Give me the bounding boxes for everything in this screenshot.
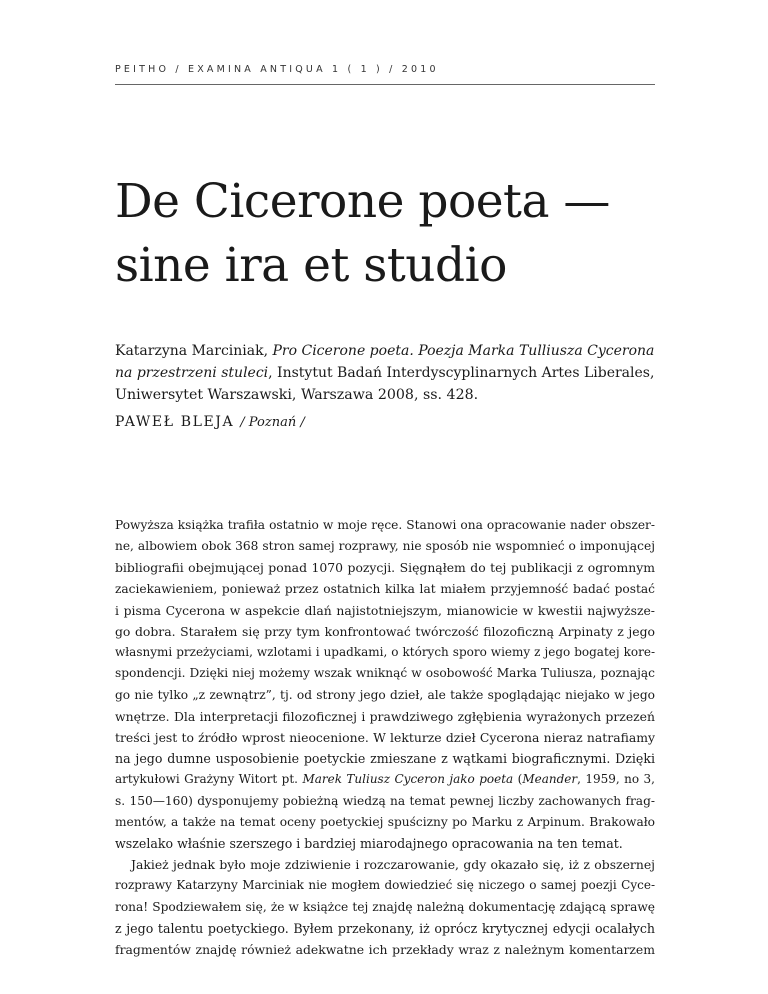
book-author: Katarzyna Marciniak,	[115, 343, 273, 359]
title-line-2: sine ira et studio	[115, 238, 507, 293]
article-title	[115, 170, 715, 298]
paragraph-1	[115, 515, 655, 854]
author-name: PAWEŁ BLEJA	[115, 414, 235, 430]
text-line: własnymi przeżyciami, wzlotami i upadkami, o których sporo wiemy z jego bogatej kore-	[115, 645, 655, 660]
reviewed-book-citation	[115, 340, 655, 406]
book-publisher: , Instytut Badań Interdyscyplinarnych Artes Liberales,	[268, 365, 655, 381]
text-line: mentów, a także na temat oceny poetyckiej spuścizny po Marku z Arpinum. Brakowało	[115, 814, 655, 829]
text-line: wnętrze. Dla interpretacji filozoficznej i prawdziwego zgłębienia wyrażonych przezeń	[115, 708, 655, 724]
cited-journal-title: Meander	[522, 772, 578, 787]
citation-line-1	[115, 340, 655, 362]
text-line: na jego dumne usposobienie poetyckie zmieszane z wątkami biograficznymi. Dzięki	[115, 751, 655, 767]
text-line: i pisma Cycerona w aspekcie dlań najistotniejszym, mianowicie w kwestii najwyższe-	[115, 602, 655, 618]
text-run: (	[513, 772, 523, 787]
text-line-with-citation	[115, 769, 655, 790]
cited-article-title: Marek Tuliusz Cyceron jako poeta	[302, 772, 514, 787]
book-title-part-2: na przestrzeni stuleci	[115, 365, 269, 381]
text-line: ne, albowiem obok 368 stron samej rozprawy, nie sposób nie wspomnieć o imponującej	[115, 539, 655, 554]
text-line: z jego talentu poetyckiego. Byłem przekonany, iż oprócz krytycznej edycji ocalałych	[115, 920, 655, 936]
running-header: PEITHO / EXAMINA ANTIQUA 1 ( 1 ) / 2010	[115, 64, 439, 75]
book-title-part-1: Pro Cicerone poeta. Poezja Marka Tulliusza Cycerona	[272, 343, 655, 359]
review-author	[115, 414, 305, 430]
text-line: fragmentów znajdę również adekwatne ich przekłady wraz z należnym komentarzem	[115, 942, 655, 958]
text-line: treści jest to źródło wprost nieocenione. W lekturze dzieł Cycerona nieraz natrafiamy	[115, 730, 655, 746]
author-affiliation: / Poznań /	[240, 415, 305, 430]
text-line: rozprawy Katarzyny Marciniak nie mogłem dowiedzieć się niczego o samej poezji Cyce-	[115, 878, 655, 893]
text-line: Powyższa książka trafiła ostatnio w moje ręce. Stanowi ona opracowanie nader obszer-	[115, 518, 655, 532]
text-line: Jakież jednak było moje zdziwienie i rozczarowanie, gdy okazało się, iż z obszernej	[131, 857, 655, 873]
text-run: artykułowi Grażyny Witort pt.	[115, 772, 303, 787]
text-line: zaciekawieniem, ponieważ przez ostatnich kilka lat miałem przyjemność badać postać	[115, 581, 655, 596]
text-line: spondencji. Dzięki niej możemy wszak wniknąć w osobowość Marka Tuliusza, poznając	[115, 666, 655, 681]
text-line: go dobra. Starałem się przy tym konfrontować twórczość filozoficzną Arpinaty z jego	[115, 624, 655, 640]
text-line: bibliografii obejmującej ponad 1070 pozycji. Sięgnąłem do tej publikacji z ogromnym	[115, 560, 655, 576]
body-text	[115, 515, 655, 960]
text-line: rona! Spodziewałem się, że w książce tej znajdę należną dokumentację zdającą sprawę	[115, 899, 655, 914]
text-line: s. 150—160) dysponujemy pobieżną wiedzą na temat pewnej liczby zachowanych frag-	[115, 793, 655, 808]
text-line: go nie tylko „z zewnątrz”, tj. od strony jego dzieł, ale także spoglądając niejako w jego	[115, 687, 655, 702]
title-line-1: De Cicerone poeta —	[115, 174, 610, 229]
text-run: , 1959, no 3,	[577, 772, 655, 787]
header-rule	[115, 84, 655, 85]
citation-line-3: Uniwersytet Warszawski, Warszawa 2008, ss. 428.	[115, 387, 479, 403]
text-line: wszelako właśnie szerszego i bardziej miarodajnego opracowania na ten temat.	[115, 836, 623, 852]
citation-line-2	[115, 362, 655, 384]
paragraph-2	[115, 854, 655, 960]
